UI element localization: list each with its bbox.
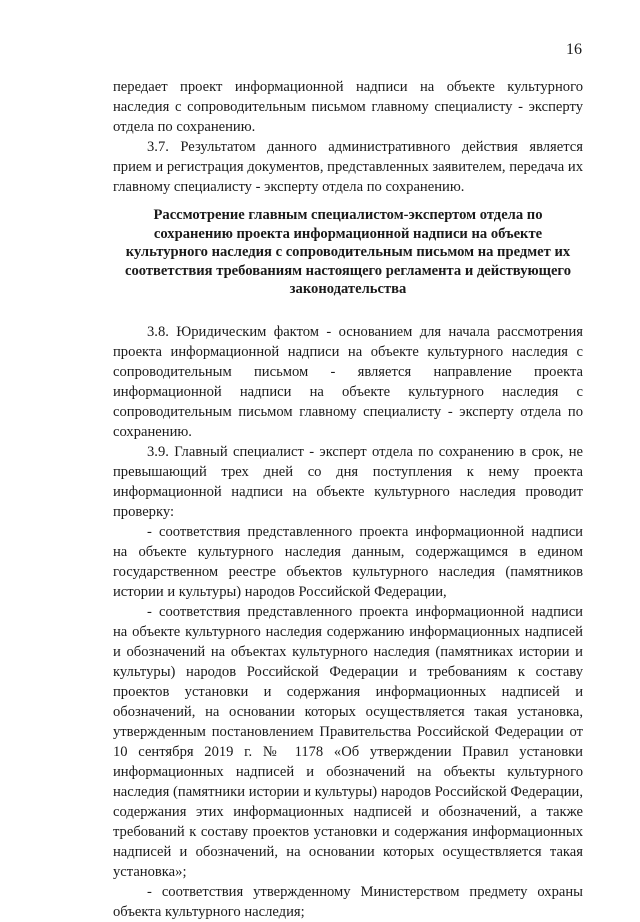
section-heading: Рассмотрение главным специалистом-экспертом отдела по сохранению проекта информационной надписи на объекте культурного наследия с сопроводительным письмом на предмет их соответствия требованиям настоящего регламента и действующего законодательства [124,207,571,298]
list-item-registry-check: - соответствия представленного проекта информационной надписи на объекте культурного наследия данным, содержащимся в едином государственном реестре объектов культурного наследия (памятников истории и культуры) народов Российской Федерации, [113,524,583,600]
paragraph-3-7: 3.7. Результатом данного административного действия является прием и регистрация документов, представленных заявителем, передача их главному специалисту - эксперту отдела по сохранению. [113,139,583,195]
page-number: 16 [566,41,582,58]
paragraph-3-8: 3.8. Юридическим фактом - основанием для начала рассмотрения проекта информационной надписи на объекте культурного наследия с сопроводительным письмом - является направление проекта информационной надписи на объекте культурного наследия с сопроводительным письмом главному специалисту - эксперту отдела по сохранению. [113,324,583,440]
top-text-block [113,77,583,197]
list-item-protection-subject-check: - соответствия утвержденному Министерством предмету охраны объекта культурного наследия; [113,884,583,920]
body-text-block [113,322,583,922]
paragraph-3-9: 3.9. Главный специалист - эксперт отдела по сохранению в срок, не превышающий трех дней со дня поступления к нему проекта информационной надписи на объекте культурного наследия проводит проверку: [113,444,583,520]
paragraph-continuation: передает проект информационной надписи на объекте культурного наследия с сопроводительным письмом главному специалисту - эксперту отдела по сохранению. [113,79,583,135]
list-item-content-check: - соответствия представленного проекта информационной надписи на объекте культурного наследия содержанию информационных надписей и обозначений на объектах культурного наследия (памятниках истории и культуры) народов Российской Федерации и требованиям к составу проектов установки и содержания информационных надписей и обозначений, на основании которых осуществляется такая установка, утвержденным постановлением Правительства Российской Федерации от 10 сентября 2019 г. № 1178 «Об утверждении Правил установки информационных надписей и обозначений на объекты культурного наследия (памятники истории и культуры) народов Российской Федерации, содержания этих информационных надписей и обозначений, а также требований к составу проектов установки и содержания информационных надписей и обозначений, на основании которых осуществляется такая установка»; [113,604,583,880]
